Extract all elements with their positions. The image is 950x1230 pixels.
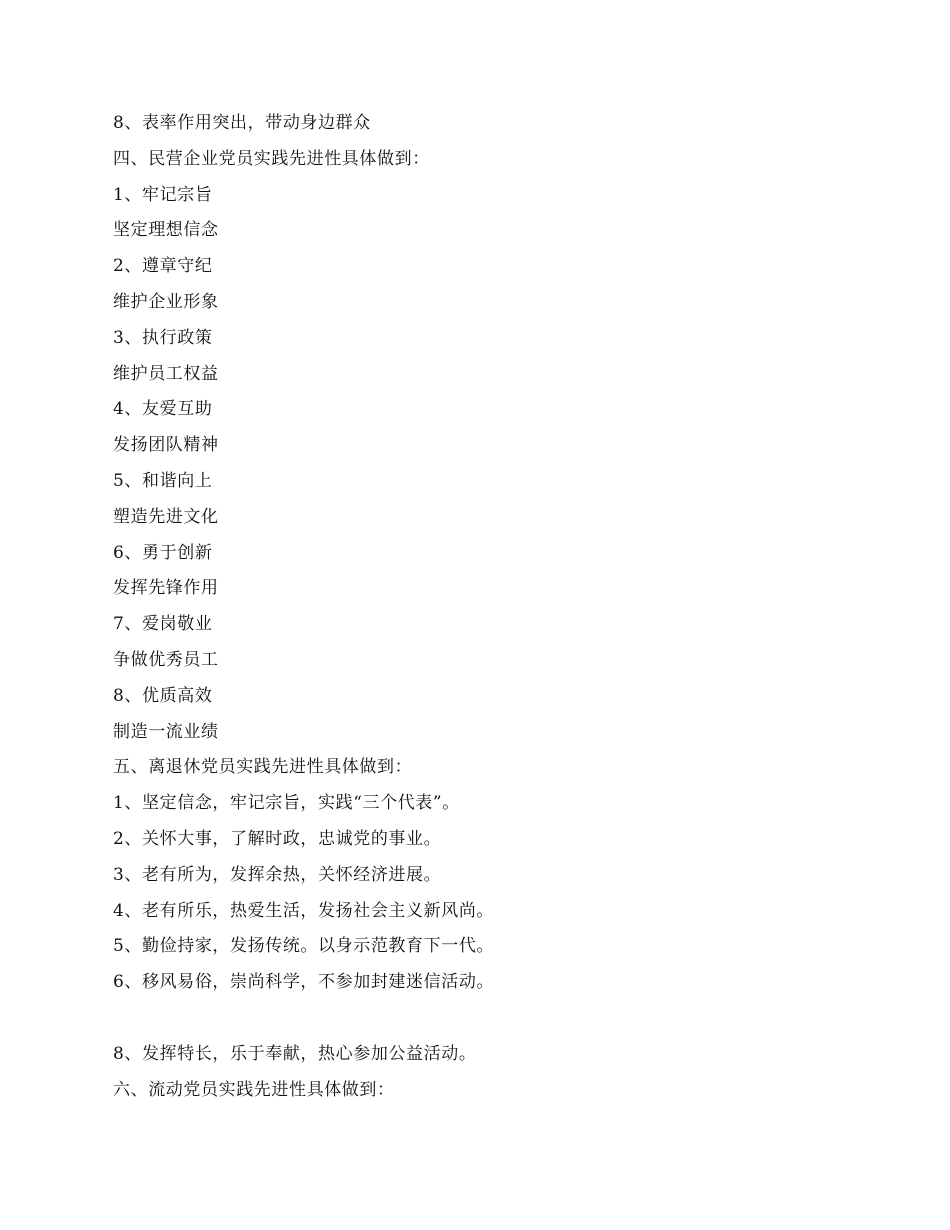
list-item: 2、遵章守纪	[113, 256, 213, 277]
text-line: 发挥先锋作用	[113, 578, 219, 599]
list-item: 8、发挥特长，乐于奉献，热心参加公益活动。	[113, 1043, 477, 1064]
document-body	[113, 106, 873, 1108]
text-line: 争做优秀员工	[113, 649, 219, 670]
list-item: 8、优质高效	[113, 685, 213, 706]
list-item: 3、老有所为，发挥余热，关怀经济进展。	[113, 864, 442, 885]
list-item: 3、执行政策	[113, 327, 213, 348]
list-item: 5、和谐向上	[113, 470, 213, 491]
list-item: 1、牢记宗旨	[113, 184, 213, 205]
blank-line	[113, 1001, 873, 1037]
list-item: 5、勤俭持家，发扬传统。以身示范教育下一代。	[113, 936, 495, 957]
section-heading: 五、离退休党员实践先进性具体做到：	[113, 757, 413, 778]
text-line: 8、表率作用突出，带动身边群众	[113, 113, 371, 133]
text-line: 制造一流业绩	[113, 721, 219, 742]
list-item: 4、友爱互助	[113, 399, 213, 420]
text-line: 坚定理想信念	[113, 220, 219, 241]
section-heading: 六、流动党员实践先进性具体做到：	[113, 1079, 395, 1100]
text-line: 塑造先进文化	[113, 506, 219, 527]
list-item: 6、勇于创新	[113, 542, 213, 563]
text-line: 维护员工权益	[113, 363, 219, 384]
list-item: 4、老有所乐，热爱生活，发扬社会主义新风尚。	[113, 900, 495, 921]
text-line: 维护企业形象	[113, 291, 219, 312]
list-item: 7、爱岗敬业	[113, 614, 213, 635]
text-line: 发扬团队精神	[113, 435, 219, 456]
list-item: 2、关怀大事，了解时政，忠诚党的事业。	[113, 828, 442, 849]
section-heading: 四、民营企业党员实践先进性具体做到：	[113, 148, 430, 169]
list-item: 6、移风易俗，崇尚科学，不参加封建迷信活动。	[113, 972, 495, 993]
list-item: 1、坚定信念，牢记宗旨，实践“三个代表”。	[113, 793, 460, 814]
